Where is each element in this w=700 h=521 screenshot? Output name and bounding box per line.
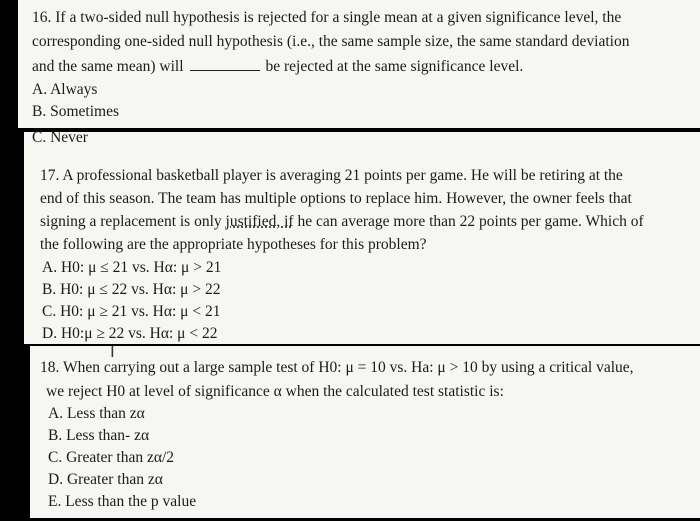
q16-line-3 xyxy=(32,56,523,77)
q18-line-1: 18. When carrying out a large sample test of H0: μ = 10 vs. Ha: μ > 10 by using a critical value, xyxy=(40,359,634,376)
q18-option-e: E. Less than the p value xyxy=(48,493,197,510)
q17-option-a: A. H0: μ ≤ 21 vs. Hα: μ > 21 xyxy=(42,259,222,276)
q17-line-3 xyxy=(40,212,644,232)
q16-line-3-end: be rejected at the same significance level. xyxy=(265,58,524,75)
question-16 xyxy=(18,0,700,128)
q17-line-2: end of this season. The team has multiple options to replace him. However, the owner feels that xyxy=(40,190,632,207)
q18-line-2: we reject H0 at level of significance α when the calculated test statistic is: xyxy=(46,383,504,400)
q16-option-a: A. Always xyxy=(32,81,98,98)
q17-line-1: 17. A professional basketball player is averaging 21 points per game. He will be retiring at the xyxy=(40,167,623,184)
q17-option-d: D. H0:μ ≥ 22 vs. Hα: μ < 22 xyxy=(42,325,218,342)
q17-option-c: C. H0: μ ≥ 21 vs. Hα: μ < 21 xyxy=(42,303,221,320)
q17-line-3-end: he can average more than 22 points per game. Which of xyxy=(293,213,644,230)
q16-option-b: B. Sometimes xyxy=(32,103,119,120)
q16-line-2: corresponding one-sided null hypothesis (i.e., the same sample size, the same standard deviation xyxy=(32,33,630,50)
answer-blank xyxy=(190,56,260,71)
q17-line-3-start: signing a replacement is only xyxy=(40,213,226,230)
q18-option-c: C. Greater than zα/2 xyxy=(48,449,175,466)
q16-line-3-start: and the same mean) will xyxy=(32,58,184,75)
q17-line-4: the following are the appropriate hypotheses for this problem? xyxy=(40,236,427,253)
question-18 xyxy=(30,342,700,518)
q16-line-1: 16. If a two-sided null hypothesis is rejected for a single mean at a given significance level, the xyxy=(32,9,622,26)
q17-option-b: B. H0: μ ≤ 22 vs. Hα: μ > 22 xyxy=(42,281,221,298)
text-cursor-icon: I xyxy=(110,342,115,361)
q18-option-b: B. Less than- zα xyxy=(48,427,150,444)
question-17 xyxy=(24,129,700,344)
q18-option-d: D. Greater than zα xyxy=(48,471,163,488)
q17-underlined-text: justified, if xyxy=(225,213,294,230)
q18-option-a: A. Less than zα xyxy=(48,405,145,422)
q16-option-c: C. Never xyxy=(32,129,88,146)
